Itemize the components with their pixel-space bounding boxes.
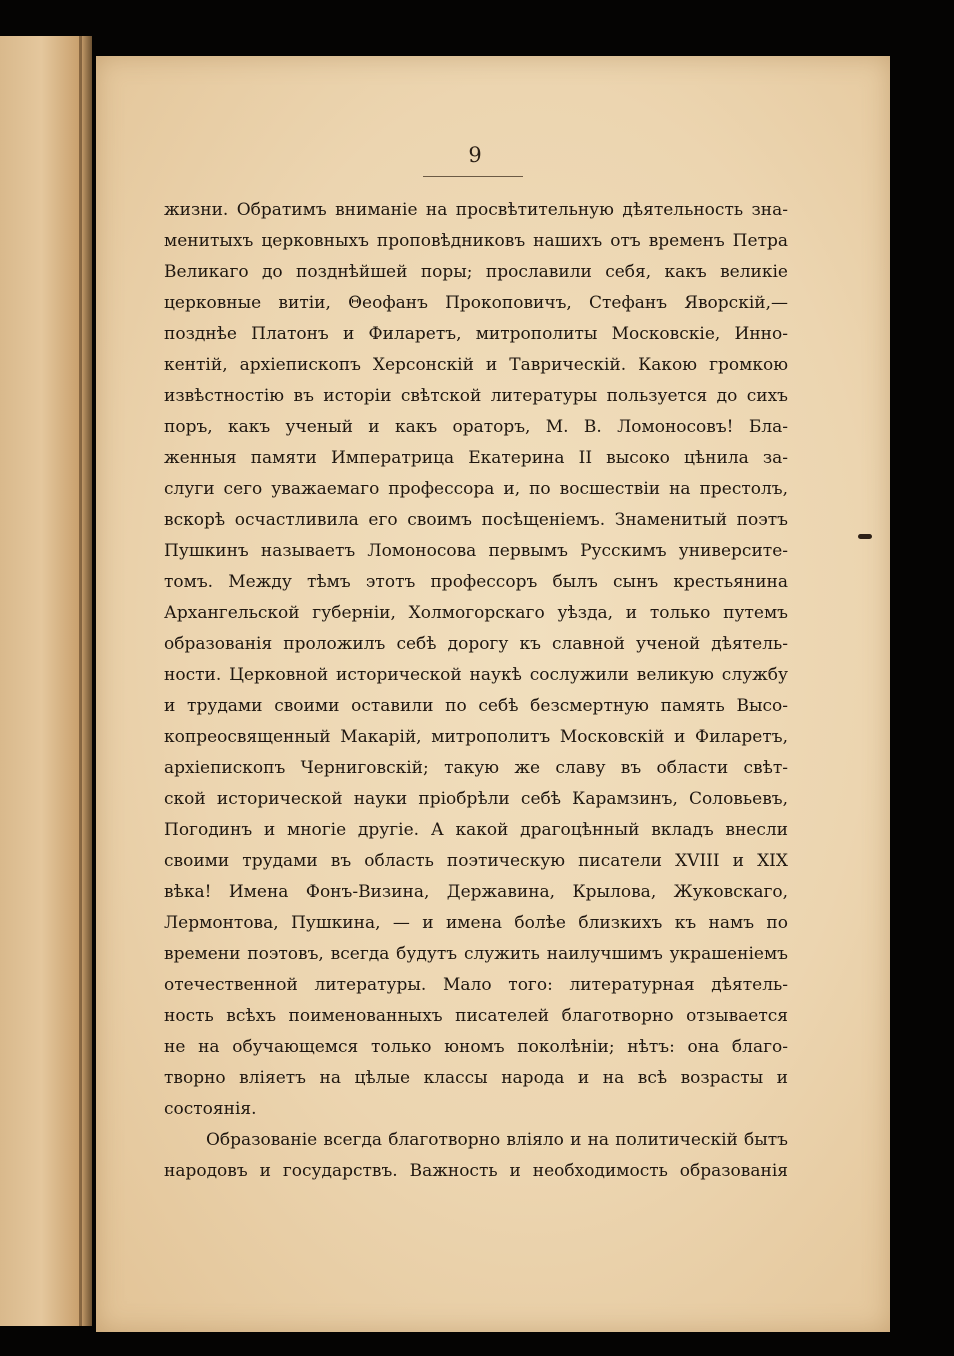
text-line: извѣстностію въ исторіи свѣтской литературы пользуется до сихъ [164,386,788,406]
text-line: слуги сего уважаемаго профессора и, по восшествіи на престолъ, [164,479,788,499]
text-line: архіепископъ Черниговскій; такую же славу въ области свѣт- [164,758,788,778]
text-line: вѣка! Имена Фонъ-Визина, Державина, Крылова, Жуковскаго, [164,882,788,902]
text-line: народовъ и государствъ. Важность и необходимость образованія [164,1161,788,1181]
text-line: состоянія. [164,1099,257,1119]
ink-smudge [858,534,872,539]
text-line: времени поэтовъ, всегда будутъ служить наилучшимъ украшеніемъ [164,944,788,964]
text-line: поръ, какъ ученый и какъ ораторъ, М. В. Ломоносовъ! Бла- [164,417,788,437]
text-line: своими трудами въ область поэтическую писатели XVIII и XIX [164,851,788,871]
text-line: Погодинъ и многіе другіе. А какой драгоцѣнный вкладъ внесли [164,820,788,840]
text-line: творно вліяетъ на цѣлые классы народа и на всѣ возрасты и [164,1068,788,1088]
text-line: Образованіе всегда благотворно вліяло и на политическій бытъ [206,1130,788,1150]
text-line: жизни. Обратимъ вниманіе на просвѣтительную дѣятельность зна- [164,200,788,220]
text-line: вскорѣ осчастливила его своимъ посѣщеніемъ. Знаменитый поэтъ [164,510,788,530]
text-line: ности. Церковной исторической наукѣ сослужили великую службу [164,665,788,685]
text-line: и трудами своими оставили по себѣ безсмертную память Высо- [164,696,788,716]
text-line: позднѣе Платонъ и Филаретъ, митрополиты Московскіе, Инно- [164,324,788,344]
text-line: ность всѣхъ поименованныхъ писателей благотворно отзывается [164,1006,788,1026]
facing-page-edge [0,36,92,1326]
text-line: копреосвященный Макарій, митрополитъ Московскій и Филаретъ, [164,727,788,747]
text-line: Великаго до позднѣйшей поры; прославили себя, какъ великіе [164,262,788,282]
text-line: церковные витіи, Θеофанъ Прокоповичъ, Стефанъ Яворскій,— [164,293,788,313]
text-line: Архангельской губерніи, Холмогорскаго уѣзда, и только путемъ [164,603,788,623]
text-line: образованія проложилъ себѣ дорогу къ славной ученой дѣятель- [164,634,788,654]
text-line: Лермонтова, Пушкина, — и имена болѣе близкихъ къ намъ по [164,913,788,933]
text-line: женныя памяти Императрица Екатерина II высоко цѣнила за- [164,448,788,468]
page-number: 9 [468,143,482,167]
text-line: томъ. Между тѣмъ этотъ профессоръ былъ сынъ крестьянина [164,572,788,592]
text-line: менитыхъ церковныхъ проповѣдниковъ нашихъ отъ временъ Петра [164,231,788,251]
text-line: ской исторической науки пріобрѣли себѣ Карамзинъ, Соловьевъ, [164,789,788,809]
text-line: не на обучающемся только юномъ поколѣніи; нѣтъ: она благо- [164,1037,788,1057]
text-line: отечественной литературы. Мало того: литературная дѣятель- [164,975,788,995]
text-line: Пушкинъ называетъ Ломоносова первымъ Русскимъ университе- [164,541,788,561]
page-number-rule [423,176,523,177]
text-line: кентій, архіепископъ Херсонскій и Таврическій. Какою громкою [164,355,788,375]
